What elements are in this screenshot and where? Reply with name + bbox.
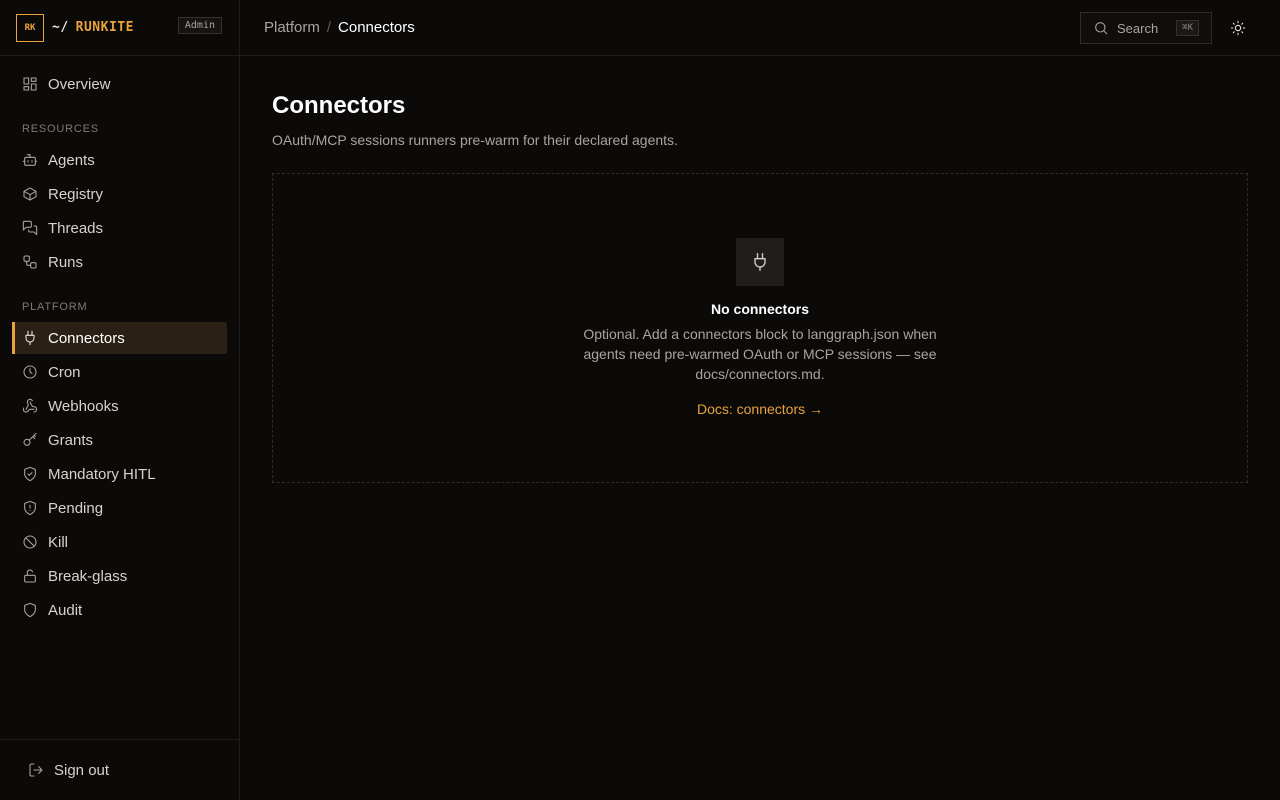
clock-icon — [22, 364, 38, 380]
workflow-icon — [22, 254, 38, 270]
brand-title: RUNKITE — [75, 20, 134, 35]
admin-badge: Admin — [178, 17, 222, 34]
bot-icon — [22, 152, 38, 168]
sidebar-item-runs[interactable] — [12, 246, 227, 278]
empty-state-title: No connectors — [710, 301, 809, 317]
sidebar-item-label: Connectors — [48, 329, 125, 347]
sidebar-item-label: Runs — [48, 253, 84, 271]
sidebar-item-connectors[interactable] — [12, 322, 227, 354]
search-icon — [1093, 20, 1109, 36]
sidebar-item-webhooks[interactable] — [12, 390, 227, 422]
sidebar-item-overview[interactable] — [12, 68, 227, 100]
brand-header — [0, 0, 239, 56]
section-label-platform: PLATFORM — [22, 301, 88, 313]
shield-icon — [22, 602, 38, 618]
sidebar-item-label: Cron — [48, 363, 81, 381]
page-title: Connectors — [272, 92, 406, 119]
sidebar-item-label: Agents — [48, 151, 95, 169]
main-content — [272, 56, 1248, 483]
section-label-resources: RESOURCES — [22, 123, 99, 135]
sidebar-item-registry[interactable] — [12, 178, 227, 210]
log-out-icon — [28, 762, 44, 778]
search-label: Search — [1117, 20, 1159, 36]
shield-check-icon — [22, 466, 38, 482]
sidebar-item-label: Break-glass — [48, 567, 128, 585]
empty-state-description: Optional. Add a connectors block to langgraph.json when agents need pre-warmed OAuth or MCP sessions — see docs/connectors.md. — [583, 326, 937, 382]
empty-state-icon-box — [736, 238, 784, 286]
sidebar-item-mandatory-hitl[interactable] — [12, 458, 227, 490]
sidebar-item-label: Mandatory HITL — [48, 465, 156, 483]
ban-icon — [22, 534, 38, 550]
lock-open-icon — [22, 568, 38, 584]
sidebar-nav — [0, 56, 239, 626]
brand-name[interactable] — [52, 20, 134, 35]
sidebar-item-audit[interactable] — [12, 594, 227, 626]
sign-out-label: Sign out — [54, 761, 110, 779]
plug-icon — [750, 252, 770, 272]
topbar — [240, 0, 1280, 56]
breadcrumb — [264, 19, 415, 36]
logo[interactable]: RK — [16, 14, 44, 42]
theme-toggle-button[interactable] — [1228, 18, 1248, 38]
sidebar — [0, 0, 240, 800]
sidebar-item-agents[interactable] — [12, 144, 227, 176]
package-icon — [22, 186, 38, 202]
webhook-icon — [22, 398, 38, 414]
sidebar-item-break-glass[interactable] — [12, 560, 227, 592]
page-subtitle: OAuth/MCP sessions runners pre-warm for their declared agents. — [272, 132, 678, 148]
sidebar-item-label: Overview — [48, 75, 111, 93]
brand-prefix: ~/ — [52, 20, 69, 35]
search-button[interactable] — [1080, 12, 1212, 44]
sidebar-item-label: Webhooks — [48, 397, 119, 415]
sidebar-item-cron[interactable] — [12, 356, 227, 388]
sidebar-footer — [0, 739, 239, 800]
docs-connectors-link[interactable]: Docs: connectors → — [696, 401, 824, 417]
breadcrumb-separator: / — [326, 19, 332, 36]
sidebar-item-kill[interactable] — [12, 526, 227, 558]
sidebar-item-label: Grants — [48, 431, 94, 449]
layout-grid-icon — [22, 76, 38, 92]
breadcrumb-current: Connectors — [338, 19, 415, 36]
sidebar-item-pending[interactable] — [12, 492, 227, 524]
sign-out-button[interactable] — [28, 762, 109, 779]
sidebar-item-label: Threads — [48, 219, 104, 237]
sun-icon — [1230, 20, 1246, 36]
sidebar-item-label: Pending — [48, 499, 104, 517]
sidebar-item-label: Registry — [48, 185, 104, 203]
plug-icon — [22, 330, 38, 346]
sidebar-item-label: Audit — [48, 601, 83, 619]
empty-state — [272, 173, 1248, 483]
shield-alert-icon — [22, 500, 38, 516]
key-icon — [22, 432, 38, 448]
breadcrumb-platform[interactable]: Platform — [264, 19, 320, 36]
sidebar-item-label: Kill — [48, 533, 69, 551]
sidebar-item-grants[interactable] — [12, 424, 227, 456]
sidebar-item-threads[interactable] — [12, 212, 227, 244]
messages-icon — [22, 220, 38, 236]
search-shortcut: ⌘K — [1176, 20, 1199, 36]
